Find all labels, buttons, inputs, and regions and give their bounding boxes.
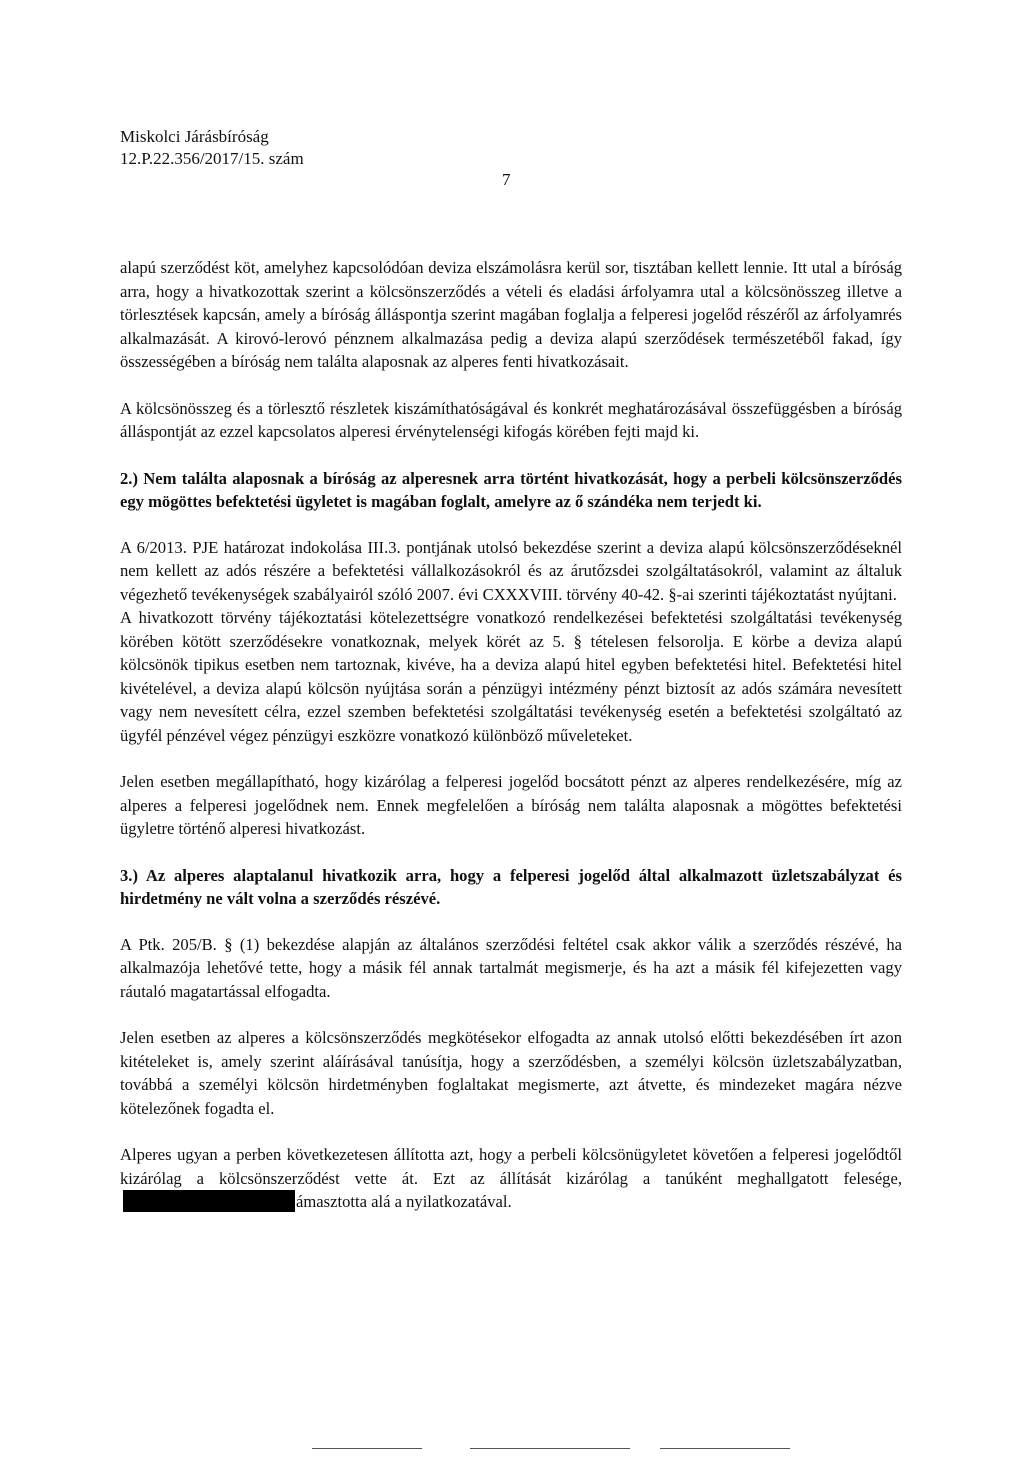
paragraph-conclusion-investment: Jelen esetben megállapítható, hogy kizárólag a felperesi jogelőd bocsátott pénzt az alperes rendelkezésére, míg az alperes a felperesi jogelődnek nem. Ennek megfelelően a bíróság nem találta alaposnak a mögöttes befektetési ügyletre történő alperesi hivatkozást.: [120, 772, 902, 838]
paragraph-investment-services: A hivatkozott törvény tájékoztatási kötelezettségre vonatkozó rendelkezései befektetési szolgáltatási tevékenység körében kötött szerződésekre vonatkoznak, melyek körét az 5. § tételesen felsorolja. E körbe a deviza alapú kölcsönök tipikus esetben nem tartoznak, kivéve, ha a deviza alapú hitel egyben befektetési hitel. Befektetési hitel kivételével, a deviza alapú kölcsön nyújtása során a pénzügyi intézmény pénzt biztosít az adós számára nevesített vagy nem nevesített célra, ezzel szemben befektetési szolgáltatási tevékenység esetén a befektetési szolgáltató az ügyfél pénzével végez pénzügyi eszközre vonatkozó különböző műveleteket.: [120, 608, 902, 745]
paragraph-pje-decision: A 6/2013. PJE határozat indokolása III.3. pontjának utolsó bekezdése szerint a deviza alapú kölcsönszerződéseknél nem kellett az adós részére a befektetési vállalkozásokról és az árutőzsdei szolgáltatásokról, valamint az általuk végezhető tevékenységek szabályairól szóló 2007. évi CXXXVIII. törvény 40-42. §-ai szerinti tájékoztatást nyújtani.: [120, 537, 902, 604]
paragraph-contract-acceptance: Jelen esetben az alperes a kölcsönszerződés megkötésekor elfogadta az annak utolsó előtti bekezdésében írt azon kitételeket is, amely szerint aláírásával tanúsítja, hogy a szerződésben, a személyi kölcsön üzletszabályzatban, továbbá a személyi kölcsön hirdetményben foglaltakat megismerte, azt átvette, és mindezeket magára nézve kötelezőnek fogadta el.: [120, 1028, 902, 1118]
paragraph-loan-amount: A kölcsönösszeg és a törlesztő részletek kiszámíthatóságával és konkrét meghatározásával összefüggésben a bíróság álláspontját az ezzel kapcsolatos alperesi érvénytelenségi kifogás körében fejti majd ki.: [120, 398, 902, 441]
case-number: 12.P.22.356/2017/15. szám: [120, 149, 304, 168]
court-name: Miskolci Járásbíróság: [120, 127, 269, 146]
paragraph-exchange-rate: alapú szerződést köt, amelyhez kapcsolódóan deviza elszámolásra kerül sor, tisztában kellett lennie. Itt utal a bíróság arra, hogy a hivatkozottak szerint a kölcsönszerződés a vételi és eladási árfolyamra utal a kölcsönösszeg illetve a törlesztések kapcsán, amely a bíróság álláspontja szerint magában foglalja a felperesi jogelőd részéről az árfolyamrés alkalmazását. A kirovó-lerovó pénznem alkalmazása pedig a deviza alapú szerződések természetéből fakad, így összességében a bíróság nem találta alaposnak az alperes fenti hivatkozásait.: [120, 258, 902, 371]
witness-text-before: Alperes ugyan a perben következetesen állította azt, hogy a perbeli kölcsönügyletet követően a felperesi jogelődtől kizárólag a kölcsönszerződést vette át. Ezt az állítását kizárólag a tanúként meghallgatott felesége,: [120, 1145, 902, 1188]
section-heading-3: 3.) Az alperes alaptalanul hivatkozik arra, hogy a felperesi jogelőd által alkalmazott üzletszabályzat és hirdetmény ne vált volna a szerződés részévé.: [120, 865, 902, 908]
document-header: [120, 126, 304, 170]
page-number: 7: [502, 170, 511, 189]
redaction-block: [123, 1190, 295, 1212]
footer-scan-line: [660, 1448, 790, 1449]
section-heading-2: 2.) Nem találta alaposnak a bíróság az alperesnek arra történt hivatkozását, hogy a perbeli kölcsönszerződés egy mögöttes befektetési ügyletet is magában foglalt, amelyre az ő szándéka nem terjedt ki.: [120, 468, 902, 511]
document-body: [120, 256, 902, 1237]
footer-scan-line: [312, 1448, 422, 1449]
paragraph-witness-testimony: [120, 1143, 902, 1214]
paragraph-ptk-205b: A Ptk. 205/B. § (1) bekezdése alapján az általános szerződési feltétel csak akkor válik a szerződés részévé, ha alkalmazója lehetővé tette, hogy a másik fél annak tartalmát megismerje, és ha azt a másik fél kifejezetten vagy ráutaló magatartással elfogadta.: [120, 934, 902, 1001]
witness-text-after: ámasztotta alá a nyilatkozatával.: [296, 1192, 512, 1211]
footer-scan-line: [470, 1448, 630, 1449]
